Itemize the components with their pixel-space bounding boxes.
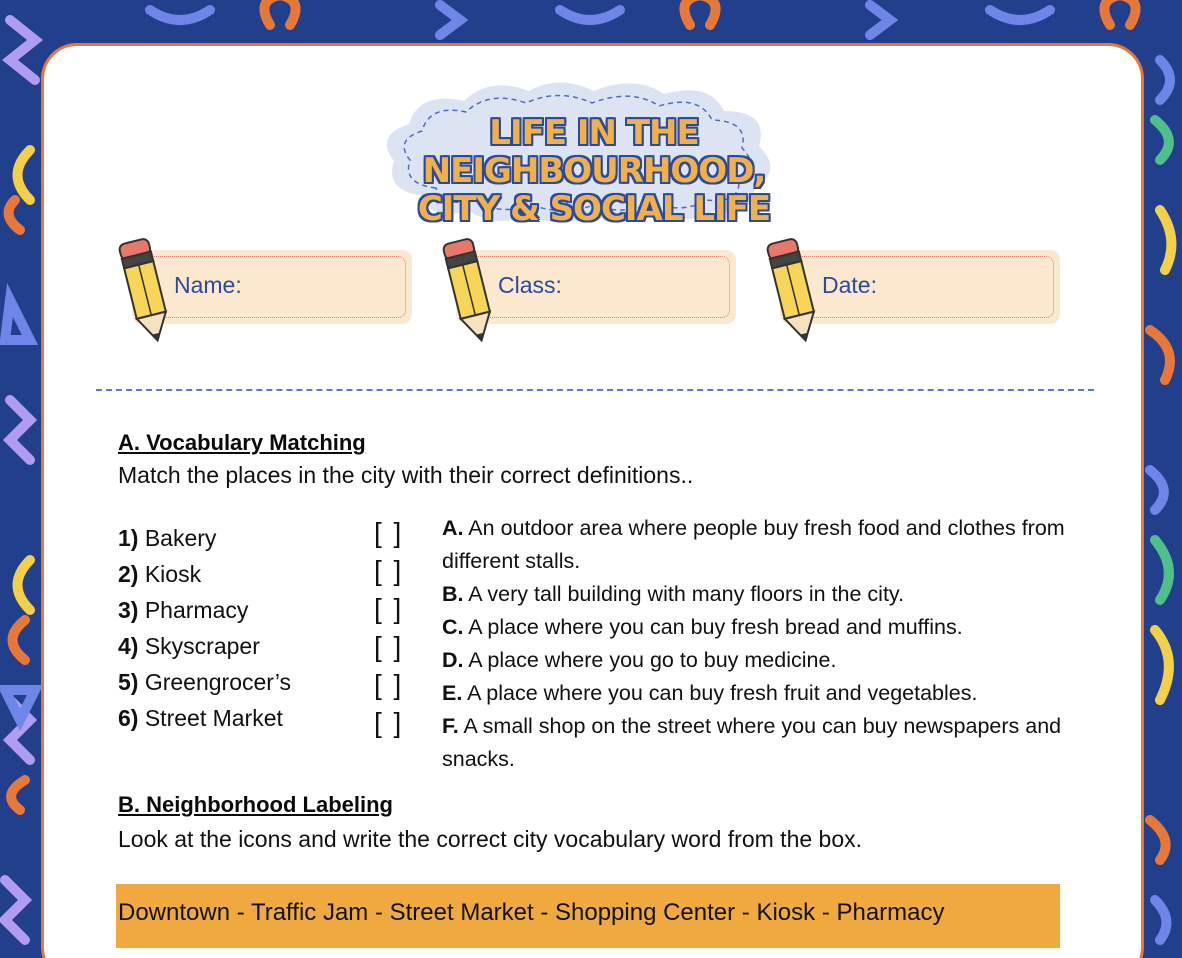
definition-item: E. A place where you can buy fresh fruit and vegetables.: [442, 681, 978, 705]
answer-blank[interactable]: [ ]: [374, 555, 404, 586]
answer-blank[interactable]: [ ]: [374, 593, 404, 624]
answer-blank[interactable]: [ ]: [374, 707, 404, 738]
answer-blank[interactable]: [ ]: [374, 669, 404, 700]
section-a-title: A. Vocabulary Matching: [118, 430, 366, 455]
list-item: 2) Kiosk: [118, 561, 202, 587]
list-item: 3) Pharmacy: [118, 597, 249, 623]
definition-item: A. An outdoor area where people buy fresh food and clothes from different stalls.: [442, 516, 1065, 573]
name-label: Name:: [174, 272, 242, 298]
section-a-instruction: Match the places in the city with their correct definitions..: [118, 462, 694, 488]
list-item: 1) Bakery: [118, 525, 217, 551]
definition-item: F. A small shop on the street where you can buy newspapers and snacks.: [442, 714, 1062, 771]
title-line-1: LIFE IN THE NEIGHBOURHOOD,: [422, 113, 766, 191]
answer-blank[interactable]: [ ]: [374, 631, 404, 662]
date-field[interactable]: [770, 248, 1060, 326]
definition-list: [442, 512, 1122, 776]
section-b-instruction: Look at the icons and write the correct city vocabulary word from the box.: [118, 826, 863, 852]
answer-blank[interactable]: [ ]: [374, 517, 404, 548]
date-label: Date:: [822, 272, 877, 298]
title-banner: [314, 76, 874, 229]
definition-item: C. A place where you can buy fresh bread and muffins.: [442, 615, 963, 639]
list-item: 6) Street Market: [118, 705, 283, 731]
class-field[interactable]: [446, 248, 736, 326]
definition-item: B. A very tall building with many floors in the city.: [442, 582, 905, 606]
pencil-icon: [434, 230, 504, 350]
word-bank: Downtown - Traffic Jam - Street Market - Shopping Center - Kiosk - Pharmacy: [116, 884, 1060, 948]
list-item: 4) Skyscraper: [118, 633, 260, 659]
class-label: Class:: [498, 272, 562, 298]
section-b-title: B. Neighborhood Labeling: [118, 792, 393, 817]
pencil-icon: [110, 230, 180, 350]
answer-brackets: [374, 514, 403, 742]
definition-item: D. A place where you go to buy medicine.: [442, 648, 837, 672]
title-line-2: CITY & SOCIAL LIFE: [417, 189, 771, 229]
pencil-icon: [758, 230, 828, 350]
term-list: [118, 520, 291, 736]
worksheet-page: [41, 43, 1144, 958]
name-field[interactable]: [122, 248, 412, 326]
dashed-divider: [96, 389, 1094, 391]
worksheet-title: [314, 114, 874, 228]
list-item: 5) Greengrocer’s: [118, 669, 292, 695]
